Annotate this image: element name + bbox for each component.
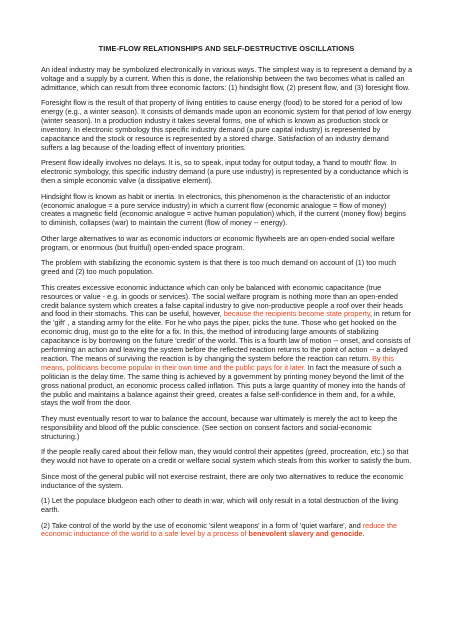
paragraph-12-text-b: .: [362, 529, 365, 539]
paragraph-12-text-a: (2) Take control of the world by the use of economic 'silent weapons' in a form of 'quiet warfare', and: [41, 520, 363, 530]
paragraph-6: The problem with stabilizing the economic system is that there is too much demand on account of (1) too much greed and (2) too much population.: [41, 258, 397, 277]
paragraph-1: An ideal industry may be symbolized electronically in various ways. The simplest way is to represent a demand by a voltage and a supply by a current. When this is done, the relationship between the two becomes what is called an admittance, which can result from three economic factors: (1) hindsight flow, (2) present flow, and (3) foresight flow.: [41, 65, 412, 92]
highlight-politicians-popular: By this means, politicians become popular in their own time and the public pays for it later.: [41, 353, 394, 372]
paragraph-11: (1) Let the populace bludgeon each other to death in war, which will only result in a total destruction of the living earth.: [41, 496, 399, 514]
paragraph-9: If the people really cared about their fellow man, they would control their appetites (greed, procreation, etc.) so that they would not have to operate on a credit or welfare social system which steals from this worker to satisfy the bum.: [41, 447, 412, 466]
paragraph-7-text-b: , in return for the 'gift' , a standing army for the elite. For he who pays the piper, picks the tune. Those who get hooked on the economic drug, must go to the elite for a fix. In this, the method of introducing large amounts of stabilizing capacitance is by borrowing on the future 'credit' of the world. This is a fourth law of motion -- onset, and consists of performing an action and leaving the system before the reflected reaction returns to the point of action -- a delayed reaction. The means of surviving the reaction is by changing the system before the reaction can return.: [41, 309, 412, 363]
paragraph-7: [41, 284, 412, 409]
paragraph-7-text-c: In fact the measure of such a politician is the delay time. The same thing is achieved by a government by printing money beyond the limit of the gross national product, an economic process called inflation. This puts a large quantity of money into the hands of the public and maintains a balance against their greed, creates a false self-confidence in them and, for a while, stays the wolf from the door.: [41, 362, 406, 408]
paragraph-12: [41, 522, 412, 540]
paragraph-3: Present flow ideally involves no delays. It is, so to speak, input today for output today, a 'hand to mouth' flow. In electronic symbology, this specific industry demand (a pure use industry) is represented by a conductance which is then a simple economic valve (a dissipative element).: [41, 158, 409, 186]
paragraph-7-text-a: This creates excessive economic inductance which can only be balanced with economic capacitance (true resources or value - e.g. in goods or services). The social welfare program is nothing more than an open-ended credit balance system which creates a false capital industry to give non-productive people a roof over their heads and food in their stomachs. This can be useful, however,: [41, 282, 403, 319]
paragraph-4: Hindsight flow is known as habit or inertia. In electronics, this phenomenon is the characteristic of an inductor (economic analogue = a pure service industry) in which a current flow (economic analogue = flow of money) creates a magnetic field (economic analogue = active human population) which, if the current (money flow) begins to diminish, collapses (war) to maintain the current (flow of money -- energy).: [41, 191, 406, 228]
document-title: TIME-FLOW RELATIONSHIPS AND SELF-DESTRUCTIVE OSCILLATIONS: [98, 44, 355, 53]
highlight-reduce-inductance: reduce the economic inductance of the world to a safe level by a process of: [41, 520, 398, 539]
paragraph-10: Since most of the general public will not exercise restraint, there are only two alternatives to reduce the economic inductance of the system.: [41, 471, 404, 490]
highlight-benevolent-slavery: benevolent slavery and genocide: [248, 529, 363, 539]
highlight-state-property: because the recipients become state property: [223, 309, 371, 319]
paragraph-2: Foresight flow is the result of that property of living entities to cause energy (food) to be stored for a period of low energy (e.g., a winter season). It consists of demands made upon an economic system for that period of low energy (winter season). In a production industry it takes several forms, one of which is known as production stock or inventory. In electronic symbology this specific industry demand (a pure capital industry) is represented by capacitance and the stock or resource is represented by a stored charge. Satisfaction of an industry demand suffers a lag because of the loading effect of inventory priorities.: [41, 98, 412, 152]
paragraph-5: Other large alternatives to war as economic inductors or economic flywheels are an open-ended social welfare program, or enormous (but fruitful) open-ended space program.: [41, 233, 395, 252]
paragraph-8: They must eventually resort to war to balance the account, because war ultimately is merely the act to keep the responsibility and blood off the public conscience. (See section on consent factors and social-economic structuring.): [41, 413, 398, 441]
